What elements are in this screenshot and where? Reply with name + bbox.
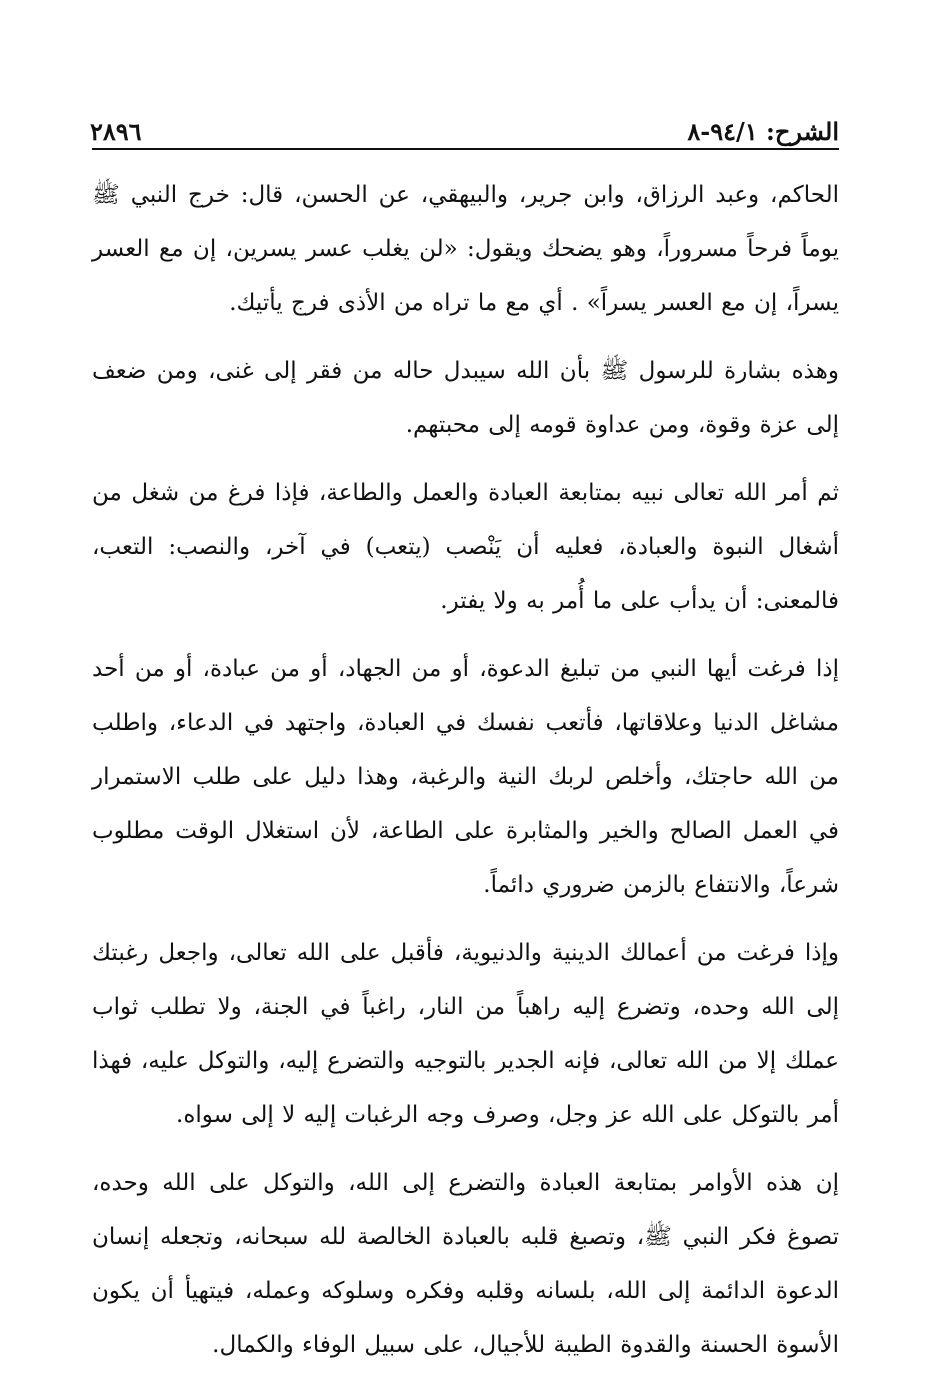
paragraph-1: الحاكم، وعبد الرزاق، وابن جرير، والبيهقي، عن الحسن، قال: خرج النبي ﷺ يوماً فرحاً مسروراً، وهو يضحك ويقول: «لن يغلب عسر يسرين، إن مع العسر يسراً، إن مع العسر يسراً» . أي مع ما تراه من الأذى فرج يأتيك. bbox=[92, 182, 839, 316]
paragraph-4: إذا فرغت أيها النبي من تبليغ الدعوة، أو من الجهاد، أو من عبادة، أو من أحد مشاغل الدنيا وعلاقاتها، فأتعب نفسك في العبادة، واجتهد في الدعاء، واطلب من الله حاجتك، وأخلص لربك النية والرغبة، وهذا دليل على طلب الاستمرار في العمل الصالح والخير والمثابرة على الطاعة، لأن استغلال الوقت مطلوب شرعاً، والانتفاع بالزمن ضروري دائماً. bbox=[92, 656, 839, 898]
paragraph-3: ثم أمر الله تعالى نبيه بمتابعة العبادة والعمل والطاعة، فإذا فرغ من شغل من أشغال النبوة والعبادة، فعليه أن يَنْصب (يتعب) في آخر، والنصب: التعب، فالمعنى: أن يدأب على ما أُمر به ولا يفتر. bbox=[92, 480, 839, 614]
section-reference: الشرح: ٩٤/١-٨ bbox=[687, 116, 839, 146]
header-divider bbox=[92, 148, 839, 150]
paragraph-6: إن هذه الأوامر بمتابعة العبادة والتضرع إلى الله، والتوكل على الله وحده، تصوغ فكر النبي ﷺ، وتصبغ قلبه بالعبادة الخالصة لله سبحانه، وتجعله إنسان الدعوة الدائمة إلى الله، بلسانه وقلبه وفكره وسلوكه وعمله، فيتهيأ أن يكون الأسوة الحسنة والقدوة الطيبة للأجيال، على سبيل الوفاء والكمال. bbox=[92, 1170, 839, 1358]
page-header bbox=[90, 103, 839, 145]
paragraph-2: وهذه بشارة للرسول ﷺ بأن الله سيبدل حاله من فقر إلى غنى، ومن ضعف إلى عزة وقوة، ومن عداوة قومه إلى محبتهم. bbox=[92, 358, 839, 438]
paragraph-5: وإذا فرغت من أعمالك الدينية والدنيوية، فأقبل على الله تعالى، واجعل رغبتك إلى الله وحده، وتضرع إليه راهباً من النار، راغباً في الجنة، ولا تطلب ثواب عملك إلا من الله تعالى، فإنه الجدير بالتوجيه والتضرع إليه، والتوكل عليه، فهذا أمر بالتوكل على الله عز وجل، وصرف وجه الرغبات إليه لا إلى سواه. bbox=[92, 940, 839, 1128]
main-text bbox=[92, 168, 839, 1386]
page-number: ٢٨٩٦ bbox=[90, 116, 142, 146]
